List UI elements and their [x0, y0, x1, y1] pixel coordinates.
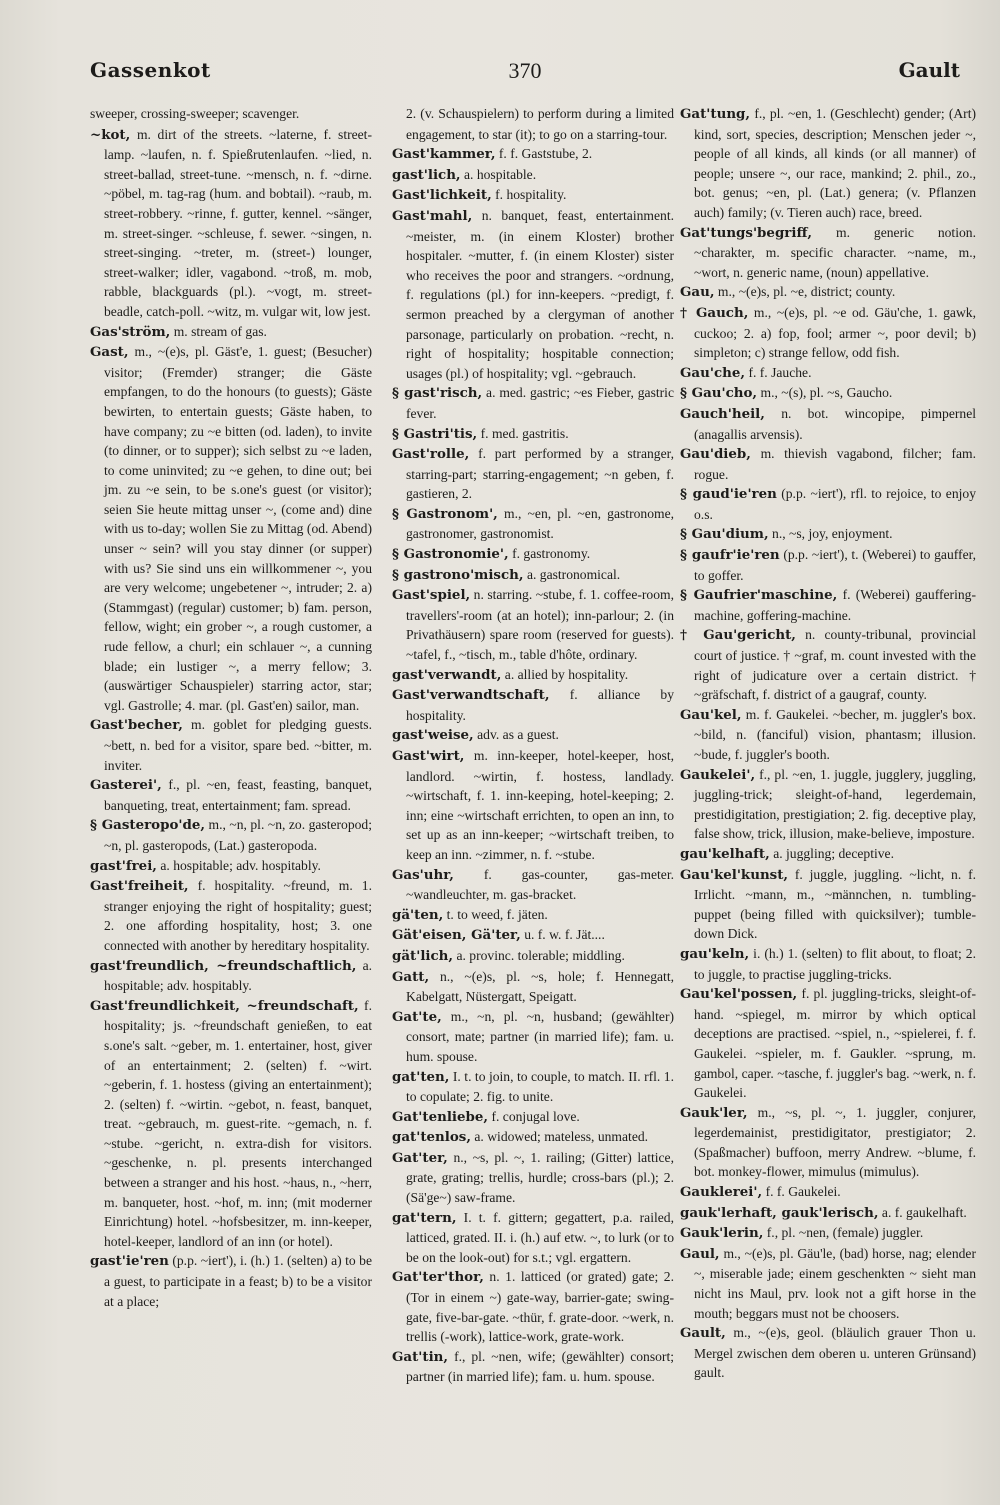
dictionary-entry — [392, 424, 674, 445]
dictionary-entry — [392, 725, 674, 746]
entry-definition: f. alliance by hospitality. — [406, 687, 674, 723]
dictionary-entry — [90, 125, 372, 322]
dictionary-entry — [392, 1067, 674, 1107]
entry-definition: n. starring. ~stube, f. 1. coffee-room, travellers'-room (at an hotel); inn-parlour; 2. (in Privathäusern) spare room (reserved for guests). ~tafel, f., ~tisch, m., table d'hôte, ordinary. — [406, 587, 674, 663]
dictionary-entry — [680, 1323, 976, 1383]
entry-definition: t. to weed, f. jäten. — [446, 906, 548, 922]
dictionary-entry — [392, 1148, 674, 1208]
dictionary-entry — [680, 1182, 976, 1203]
entry-headword: Gast'mahl, — [392, 207, 473, 224]
dictionary-entry — [392, 585, 674, 664]
dictionary-entry — [392, 185, 674, 206]
entry-definition: f., pl. ~en, feast, feasting, banquet, banqueting, treat, entertainment; fam. spread. — [104, 777, 372, 813]
entry-headword: Gat'tin, — [392, 1348, 449, 1365]
dictionary-entry — [392, 1347, 674, 1387]
entry-definition: a. hospitable; adv. hospitably. — [160, 857, 321, 873]
entry-definition: adv. as a guest. — [477, 727, 559, 743]
entry-definition: f. juggle, juggling. ~licht, n. f. Irrlicht. ~mann, m., ~männchen, n. tumbling-puppet (being filled with quicksilver); tumble-down Dick. — [694, 866, 976, 942]
entry-definition: m., ~(e)s, pl. Gäst'e, 1. guest; (Besucher) visitor; (Fremder) stranger; die Gäste empfangen, to do the honours (to guests); Gäste bewirten, to entertain guests; Gäste haben, to have company; zu ~e bitten (od. laden), to invite (to dinner, or to supper); sich selbst zu ~e laden, to come uninvited; zu ~e gehen, to dine out; bei jm. zu ~e sein, to be s.one's guest (or visitor); seien Sie heute mittag unser ~, (come and) dine with us to-day; wollen Sie zu Mittag (od. Abend) unser ~ sein? will you stay dinner (or supper) with us? Sie sind uns ein willkommener ~, you are very welcome; ungebetener ~, intruder; 2. a) (Stammgast) (regular) customer; b) fam. person, fellow, wight; ein grober ~, a rough customer, a rude fellow, a churl; ein schlauer ~, a cunning blade; ein lustiger ~, a merry fellow; 3. (auswärtiger Schauspieler) starring actor, star; vgl. Gastrolle; 4. mar. (pl. Gast'en) sailor, man. — [104, 344, 372, 713]
dictionary-entry — [680, 444, 976, 484]
entry-definition: I. t. f. gittern; gegattert, p.a. railed, latticed, grated. II. i. (h.) auf etw. ~, to lurk (or to be on the look-out) for s.t.; vgl. ergattern. — [406, 1209, 674, 1265]
entry-definition: f. gas-counter, gas-meter. ~wandleuchter, m. gas-bracket. — [406, 866, 674, 903]
entry-definition: n., ~(e)s, pl. ~s, hole; f. Hennegatt, Kabelgatt, Nüstergatt, Speigatt. — [406, 968, 674, 1005]
entry-headword: Gauklerei', — [680, 1184, 763, 1201]
dictionary-entry — [90, 322, 372, 343]
page-number: 370 — [508, 58, 542, 83]
dictionary-entry — [392, 504, 674, 544]
entry-headword: Gat'tenliebe, — [392, 1108, 489, 1125]
dictionary-entry — [392, 1267, 674, 1346]
entry-definition: a. hospitable. — [464, 166, 537, 182]
entry-headword: Gau'kel, — [680, 706, 742, 723]
entry-definition: a. juggling; deceptive. — [773, 845, 894, 861]
entry-headword: gau'keln, — [680, 945, 750, 962]
entry-definition: n. county-tribunal, provincial court of justice. † ~graf, m. count invested with the right of judicature over a certain district. † ~gräfschaft, f. district of a gaugraf, county. — [694, 627, 976, 703]
entry-definition: a. provinc. tolerable; middling. — [456, 947, 625, 963]
entry-definition: m., ~(e)s, geol. (bläulich grauer Thon u. Mergel zwischen dem oberen u. unteren Grünsand) gault. — [694, 1325, 976, 1381]
entry-definition: m., ~s, pl. ~, 1. juggler, conjurer, legerdemainist, prestidigitator, prestigiator; 2. (Spaßmacher) buffoon, merry Andrew. ~blume, f. bot. monkey-flower, mimulus (mimulus). — [694, 1104, 976, 1180]
dictionary-entry — [680, 545, 976, 585]
dictionary-entry — [90, 956, 372, 996]
entry-headword: Gaukelei', — [680, 766, 756, 783]
entry-headword: Gat'tung, — [680, 106, 751, 122]
entry-headword: Gault, — [680, 1325, 726, 1342]
entry-headword: Gät'eisen, Gä'ter, — [392, 927, 521, 944]
dictionary-entry — [680, 865, 976, 944]
dictionary-entry — [680, 303, 976, 363]
entry-definition: a. med. gastric; ~es Fieber, gastric fever. — [406, 385, 674, 421]
entry-definition: m. stream of gas. — [173, 323, 267, 339]
entry-definition: f. hospitality. ~freund, m. 1. stranger enjoying the right of hospitality; guest; 2. one affording hospitality, host; 3. one connected with another by hereditary hospitality. — [104, 878, 372, 953]
entry-definition: f. f. Gaukelei. — [765, 1184, 841, 1200]
dictionary-entry — [680, 363, 976, 384]
entry-headword: Gat'te, — [392, 1008, 442, 1025]
dictionary-entry — [392, 444, 674, 504]
column-left — [90, 104, 372, 1474]
entry-headword: Gaul, — [680, 1245, 720, 1262]
entry-headword: † Gau'gericht, — [680, 627, 796, 644]
right-running-headword: Gault — [898, 58, 960, 82]
entry-definition: 2. (v. Schauspielern) to perform during a limited engagement, to star (it); to go on a starring-tour. — [406, 106, 674, 142]
entry-definition: f., pl. ~nen, (female) juggler. — [766, 1225, 924, 1241]
entry-headword: gat'ten, — [392, 1068, 450, 1085]
entry-definition: f. med. gastritis. — [480, 425, 569, 441]
column-middle — [392, 104, 674, 1474]
dictionary-entry — [680, 104, 976, 223]
dictionary-entry — [392, 685, 674, 725]
page-header — [90, 58, 960, 92]
entry-headword: Gast'becher, — [90, 717, 183, 734]
entry-headword: Gat'ter, — [392, 1149, 448, 1166]
entry-headword: gast'weise, — [392, 727, 474, 744]
entry-definition: (p.p. ~iert'), rfl. to rejoice, to enjoy o.s. — [694, 486, 976, 522]
dictionary-entry — [392, 165, 674, 186]
entry-headword: Gast'verwandtschaft, — [392, 687, 550, 704]
entry-definition: m., ~(e)s, pl. ~e od. Gäu'che, 1. gawk, cuckoo; 2. a) fop, fool; armer ~, poor devil; b) simpleton; c) strange fellow, odd fish. — [694, 304, 976, 361]
text-columns — [90, 104, 990, 1474]
entry-definition: a. allied by hospitality. — [504, 666, 629, 682]
entry-headword: Gast'lichkeit, — [392, 187, 492, 204]
entry-definition: (p.p. ~iert'), t. (Weberei) to gauffer, to goffer. — [694, 547, 976, 583]
entry-headword: § Gasteropo'de, — [90, 817, 206, 834]
entry-definition: m., ~(e)s, pl. ~e, district; county. — [717, 284, 896, 300]
dictionary-entry — [90, 856, 372, 877]
dictionary-entry — [680, 282, 976, 303]
entry-headword: gast'freundlich, ~freundschaftlich, — [90, 957, 357, 974]
entry-headword: gau'kelhaft, — [680, 845, 770, 862]
dictionary-entry — [90, 996, 372, 1252]
entry-definition: n. bot. wincopipe, pimpernel (anagallis arvensis). — [694, 405, 976, 442]
dictionary-entry — [392, 544, 674, 565]
entry-headword: gä'ten, — [392, 906, 444, 923]
entry-definition: m., ~(s), pl. ~s, Gaucho. — [760, 385, 893, 401]
entry-headword: § Gastri'tis, — [392, 425, 478, 442]
entry-definition: a. gastronomical. — [526, 566, 621, 582]
dictionary-entry — [90, 342, 372, 715]
dictionary-entry — [392, 1107, 674, 1128]
entry-definition: n., ~s, pl. ~, 1. railing; (Gitter) lattice, grate, grating; trellis, hurdle; cross-bars (pl.); 2. (Sä'ge~) saw-frame. — [406, 1149, 674, 1206]
dictionary-entry — [392, 1208, 674, 1268]
dictionary-entry — [392, 565, 674, 586]
entry-definition: a. hospitable; adv. hospitably. — [104, 957, 372, 994]
entry-headword: Gau, — [680, 284, 715, 301]
entry-headword: gat'tern, — [392, 1209, 457, 1226]
dictionary-entry — [392, 383, 674, 423]
entry-headword: † Gauch, — [680, 304, 749, 321]
entry-headword: Gau'dieb, — [680, 446, 751, 463]
dictionary-entry — [90, 715, 372, 775]
dictionary-entry — [680, 1203, 976, 1224]
entry-headword: gast'lich, — [392, 166, 461, 183]
dictionary-entry — [392, 144, 674, 165]
entry-headword: Gast'kammer, — [392, 146, 496, 163]
entry-headword: § Gaufrier'maschine, — [680, 587, 838, 604]
dictionary-entry — [680, 585, 976, 625]
dictionary-entry — [90, 775, 372, 815]
dictionary-entry — [392, 905, 674, 926]
entry-headword: Gasterei', — [90, 777, 162, 794]
entry-headword: Gast'rolle, — [392, 446, 470, 463]
entry-definition: f. hospitality; js. ~freundschaft genießen, to eat s.one's salt. ~geber, m. 1. entertainer, host, giver of an entertainment; 2. (selten) f. ~wirt. ~geberin, f. 1. hostess (giving an entertainment); 2. (selten) f. ~wirtin. ~gebot, n. feast, banquet, treat. ~gebrauch, m. guest-rite. ~gemach, n. f. ~stube. ~gericht, n. extra-dish for visitors. ~geschenke, n. pl. presents interchanged between a stranger and his host. ~haus, n., ~herr, m. banqueter, host. ~hof, m. inn; (mit moderner Einrichtung) hotel. ~hofsbesitzer, m. inn-keeper, hotel-keeper, landlord of an inn (or hotel). — [104, 997, 372, 1249]
entry-headword: Gast'freiheit, — [90, 878, 189, 895]
dictionary-entry — [680, 984, 976, 1103]
entry-headword: § gaud'ie'ren — [680, 486, 777, 503]
entry-definition: f. conjugal love. — [491, 1108, 580, 1124]
entry-definition: m., ~n, pl. ~n, husband; (gewählter) consort, mate; partner (in married life); fam. u. hum. spouse. — [406, 1008, 674, 1064]
dictionary-entry — [392, 665, 674, 686]
entry-headword: Gauk'ler, — [680, 1104, 748, 1121]
entry-definition: f. f. Jauche. — [748, 364, 812, 380]
entry-definition: m., ~en, pl. ~en, gastronome, gastronomer, gastronomist. — [406, 505, 674, 542]
entry-definition: f., pl. ~nen, wife; (gewählter) consort; partner (in married life); fam. u. hum. spouse. — [406, 1348, 674, 1385]
entry-headword: gast'frei, — [90, 857, 157, 874]
dictionary-entry — [680, 625, 976, 704]
dictionary-entry — [90, 876, 372, 955]
dictionary-entry — [680, 844, 976, 865]
entry-headword: § gaufr'ie'ren — [680, 547, 780, 564]
entry-headword: Gast'freundlichkeit, ~freundschaft, — [90, 997, 359, 1014]
dictionary-entry — [680, 383, 976, 404]
entry-definition: m. f. Gaukelei. ~becher, m. juggler's box. ~bild, n. (fanciful) vision, phantasm; illusion. ~bude, f. juggler's booth. — [694, 706, 976, 762]
entry-definition: f. pl. juggling-tricks, sleight-of-hand. ~spiegel, m. mirror by which optical deceptions are practised. ~spiel, n., ~spielerei, f. f. Gaukelei. ~spieler, m. f. Gaukler. ~sprung, m. gambol, caper. ~tasche, f. juggler's bag. ~werk, n. f. Gaukelei. — [694, 986, 976, 1101]
dictionary-entry — [680, 404, 976, 444]
entry-definition: f. part performed by a stranger, starring-part; starring-engagement; ~n geben, f. gastieren, 2. — [406, 446, 674, 502]
dictionary-entry — [680, 1103, 976, 1182]
entry-headword: gast'ie'ren — [90, 1253, 169, 1270]
entry-definition: i. (h.) 1. (selten) to flit about, to float; 2. to juggle, to practise juggling-tricks. — [694, 945, 976, 982]
entry-headword: § Gastronom', — [392, 505, 498, 522]
entry-definition: m., ~(e)s, pl. Gäu'le, (bad) horse, nag; elender ~, miserable jade; einem geschenkten ~ sieht man nicht ins Maul, prv. look not a gift horse in the mouth; beggars must not be choosers. — [694, 1245, 976, 1321]
entry-headword: Gauk'lerin, — [680, 1225, 764, 1242]
entry-headword: ~kot, — [90, 126, 131, 143]
dictionary-entry — [680, 524, 976, 545]
dictionary-entry — [680, 1244, 976, 1323]
dictionary-entry — [392, 1127, 674, 1148]
dictionary-entry — [392, 925, 674, 946]
entry-definition: f. gastronomy. — [512, 546, 591, 562]
dictionary-entry — [90, 104, 372, 125]
entry-headword: § gast'risch, — [392, 385, 483, 402]
dictionary-entry — [680, 1223, 976, 1244]
entry-definition: u. f. w. f. Jät.... — [524, 927, 605, 943]
entry-headword: Gast, — [90, 344, 129, 361]
dictionary-entry — [392, 746, 674, 865]
entry-headword: gat'tenlos, — [392, 1129, 471, 1146]
entry-headword: Gau'kel'kunst, — [680, 866, 789, 883]
dictionary-entry — [392, 104, 674, 144]
entry-headword: § gastrono'misch, — [392, 566, 524, 583]
dictionary-entry — [392, 967, 674, 1007]
entry-headword: Gauch'heil, — [680, 405, 765, 422]
entry-definition: n., ~s, joy, enjoyment. — [772, 526, 893, 542]
dictionary-entry — [680, 484, 976, 524]
entry-headword: § Gau'dium, — [680, 526, 769, 543]
entry-definition: f. (Weberei) gauffering-machine, goffering-machine. — [694, 587, 976, 623]
entry-headword: Gas'ström, — [90, 323, 171, 340]
entry-definition: m., ~n, pl. ~n, zo. gasteropod; ~n, pl. gasteropods, (Lat.) gasteropoda. — [104, 817, 372, 853]
entry-definition: (p.p. ~iert'), i. (h.) 1. (selten) a) to be a guest, to participate in a feast; b) to be a visitor at a place; — [104, 1253, 372, 1309]
entry-definition: f. hospitality. — [495, 187, 567, 203]
entry-headword: § Gau'cho, — [680, 385, 758, 402]
entry-definition: m. dirt of the streets. ~laterne, f. street-lamp. ~laufen, n. f. Spießrutenlaufen. ~lied, n. street-ballad, street-tune. ~mensch, n. f. ~dirne. ~pöbel, m. tag-rag (hum. and bobtail). ~raub, m. street-robbery. ~rinne, f. gutter, kennel. ~sänger, m. street-singer. ~schleuse, f. sewer. ~singen, n. street-singing. ~treter, m. (street-) lounger, street-walker; idler, vagabond. ~troß, m. mob, rabble, blackguards (pl.). ~vogt, m. street-beadle, catch-poll. ~witz, m. vulgar wit, low jest. — [104, 126, 372, 319]
entry-headword: gät'lich, — [392, 947, 454, 964]
dictionary-entry — [392, 946, 674, 967]
dictionary-entry — [680, 705, 976, 765]
entry-definition: n. banquet, feast, entertainment. ~meister, m. (in einem Kloster) brother hospitaler. ~mutter, f. (in einem Kloster) sister who receives the poor and strangers. ~ordnung, f. regulations (pl.) for inn-keepers. ~predigt, f. sermon preached by a clergyman of another parsonage, particularly on probation. ~recht, n. right of hospitality; hospitable connection; usages (pl.) of hospitality; vgl. ~gebrauch. — [406, 207, 674, 381]
entry-definition: m. inn-keeper, hotel-keeper, host, landlord. ~wirtin, f. hostess, landlady. ~wirtschaft, f. 1. inn-keeping, hotel-keeping; 2. inn; eine ~wirtschaft errichten, to open an inn, to set up as an inn-keeper; ~wirtschaft treiben, to keep an inn. ~zimmer, n. f. ~stube. — [406, 748, 674, 862]
entry-headword: Gast'wirt, — [392, 748, 465, 764]
dictionary-entry — [392, 1007, 674, 1067]
entry-headword: Gas'uhr, — [392, 866, 454, 883]
entry-definition: a. widowed; mateless, unmated. — [474, 1129, 649, 1145]
column-right — [680, 104, 976, 1474]
entry-headword: Gau'che, — [680, 364, 746, 381]
entry-definition: a. f. gaukelhaft. — [881, 1204, 967, 1220]
entry-headword: Gatt, — [392, 968, 430, 985]
entry-headword: Gat'tungs'begriff, — [680, 224, 813, 241]
dictionary-entry — [680, 944, 976, 984]
entry-definition: I. t. to join, to couple, to match. II. rfl. 1. to copulate; 2. fig. to unite. — [406, 1068, 674, 1105]
dictionary-entry — [90, 1251, 372, 1311]
entry-definition: sweeper, crossing-sweeper; scavenger. — [90, 106, 300, 121]
left-running-headword: Gassenkot — [90, 58, 211, 82]
entry-headword: Gat'ter'thor, — [392, 1269, 484, 1286]
entry-headword: gast'verwandt, — [392, 666, 502, 683]
entry-headword: Gast'spiel, — [392, 587, 471, 604]
entry-definition: m. thievish vagabond, filcher; fam. rogue. — [694, 446, 976, 482]
entry-definition: f., pl. ~en, 1. juggle, jugglery, juggling, juggling-trick; sleight-of-hand, legerdemain, prestidigitation, prestigiation; 2. fig. deceptive play, false show, trick, illusion, make-believe, imposture. — [694, 766, 976, 842]
dictionary-entry — [680, 765, 976, 844]
entry-definition: m. generic notion. ~charakter, m. specific character. ~name, m., ~wort, n. generic name, (noun) appellative. — [694, 224, 976, 280]
dictionary-entry — [392, 206, 674, 383]
entry-definition: f. f. Gaststube, 2. — [498, 146, 593, 162]
entry-definition: m. goblet for pledging guests. ~bett, n. bed for a visitor, spare bed. ~bitter, m. inviter. — [104, 717, 372, 773]
entry-definition: f., pl. ~en, 1. (Geschlecht) gender; (Art) kind, sort, species, description; Menschen jeder ~, people of all kinds, all kinds (or all manner) of people; unsere ~, our race, mankind; 2. phil., zo., bot. genus; ~en, pl. (Lat.) genera; (v. Pflanzen auch) family; (v. Tieren auch) race, breed. — [694, 106, 976, 220]
dictionary-entry — [680, 223, 976, 283]
entry-headword: Gau'kel'possen, — [680, 986, 798, 1003]
entry-definition: n. 1. latticed (or grated) gate; 2. (Tor in einem ~) gate-way, barrier-gate; swing-gate, five-bar-gate. ~thür, f. grate-door. ~werk, n. trellis (-work), lattice-work, grate-work. — [406, 1269, 674, 1345]
dictionary-entry — [90, 815, 372, 855]
entry-headword: § Gastronomie', — [392, 546, 509, 563]
dictionary-entry — [392, 865, 674, 905]
entry-headword: gauk'lerhaft, gauk'lerisch, — [680, 1204, 879, 1221]
